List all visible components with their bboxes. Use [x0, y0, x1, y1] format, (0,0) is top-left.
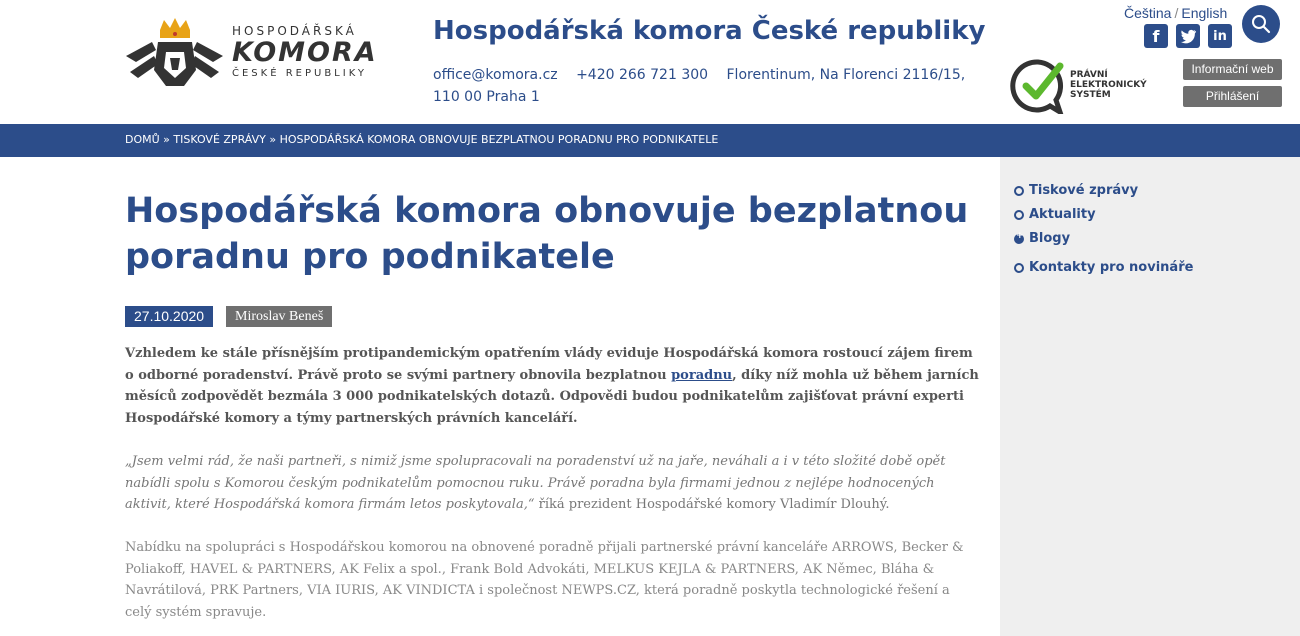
logo-line-2: KOMORA — [232, 37, 378, 68]
poradna-link[interactable]: poradnu — [671, 367, 733, 383]
article-title: Hospodářská komora obnovuje bezplatnou poradnu pro podnikatele — [125, 191, 969, 277]
search-icon — [1251, 14, 1271, 34]
sidebar-item-label: Aktuality — [1029, 207, 1096, 222]
lead-text: , díky níž mohla už během jarních měsíců zodpovědět bezmála 3 000 podnikatelských dotazů. Odpovědi budou podnikatelům zajišťovat právní experti Hospodářské komory a týmy partnerských právních kanceláří. — [125, 367, 979, 426]
circle-bullet-icon — [1014, 263, 1024, 273]
sidebar-item-kontakty[interactable] — [1014, 260, 1193, 275]
language-switcher — [1124, 5, 1227, 21]
login-button[interactable]: Přihlášení — [1183, 86, 1282, 107]
sidebar-item-tiskove-zpravy[interactable] — [1014, 183, 1138, 198]
pes-line-2: ELEKTRONICKÝ — [1070, 80, 1147, 90]
info-web-button[interactable]: Informační web — [1183, 59, 1282, 80]
email-link[interactable]: office@komora.cz — [433, 67, 558, 83]
twitter-bird-shape — [1179, 28, 1197, 44]
org-title[interactable]: Hospodářská komora České republiky — [433, 16, 986, 46]
lead-text: Vzhledem ke stále přísnějším protipandemickým opatřením vlády eviduje Hospodářská komora rostoucí zájem firem o odborné poradenství. Právě proto se svými partnery obnovila bezplatnou — [125, 346, 973, 383]
logo-line-1: HOSPODÁŘSKÁ — [232, 24, 357, 38]
sidebar-item-label: Kontakty pro novináře — [1029, 260, 1194, 275]
lang-cz-link[interactable]: Čeština — [1124, 5, 1172, 21]
article-lead — [125, 343, 980, 429]
article-author-badge[interactable]: Miroslav Beneš — [226, 306, 332, 327]
search-button[interactable] — [1242, 5, 1280, 43]
breadcrumb-separator: » — [265, 133, 280, 146]
site-header — [0, 0, 1300, 124]
pes-line-1: PRÁVNÍ — [1070, 70, 1108, 80]
sidebar-item-blogy[interactable] — [1014, 231, 1070, 246]
lang-separator: / — [1174, 5, 1179, 21]
quote-text: „Jsem velmi rád, že naši partneři, s nimiž jsme spolupracovali na poradenství už na jaře, neváhali a i v této složité době opět nabídli spolu s Komorou českým podnikatelům pomocnou ruku. Právě poradna byla firmami jednou z nejlépe hodnocených aktivit, které Hospodářská komora firmám letos poskytovala,“ — [125, 454, 946, 512]
article-quote — [125, 451, 980, 516]
sidebar — [1000, 157, 1300, 636]
pes-line-3: SYSTÉM — [1070, 90, 1111, 100]
circle-bullet-icon — [1014, 210, 1024, 220]
speech-check-icon — [1010, 58, 1066, 114]
pes-text — [1070, 70, 1147, 100]
lion-emblem-icon — [122, 16, 227, 100]
article-body-paragraph: Nabídku na spolupráci s Hospodářskou komorou na obnovené poradně přijali partnerské právní kanceláře ARROWS, Becker & Poliakoff, HAVEL & PARTNERS, AK Felix a spol., Frank Bold Advokáti, MELKUS KEJLA & PARTNERS, AK Němec, Bláha & Navrátilová, PRK Partners, VIA IURIS, AK VINDICTA i společnost NEWPS.CZ, která poradně poskytla technologické řešení a celý systém spravuje. — [125, 540, 964, 620]
sidebar-item-label: Tiskové zprávy — [1029, 183, 1139, 198]
breadcrumb-current: HOSPODÁŘSKÁ KOMORA OBNOVUJE BEZPLATNOU PORADNU PRO PODNIKATELE — [279, 133, 719, 146]
pravni-elektronicky-system-logo[interactable] — [1010, 58, 1170, 114]
logo-text — [232, 24, 378, 79]
breadcrumb-separator: » — [159, 133, 174, 146]
facebook-icon[interactable]: f — [1144, 24, 1168, 48]
address-text: Florentinum, Na Florenci 2116/15, 110 00 Praha 1 — [433, 67, 966, 105]
breadcrumb — [125, 133, 718, 146]
logo-line-3: ČESKÉ REPUBLIKY — [232, 68, 368, 79]
linkedin-icon[interactable]: in — [1208, 24, 1232, 48]
contact-info — [433, 64, 973, 108]
circle-bullet-icon — [1014, 186, 1024, 196]
breadcrumb-bar — [0, 124, 1300, 157]
article-date-badge: 27.10.2020 — [125, 306, 213, 327]
sidebar-item-label: Blogy — [1029, 231, 1071, 246]
twitter-icon[interactable] — [1176, 24, 1200, 48]
sidebar-item-aktuality[interactable] — [1014, 207, 1096, 222]
breadcrumb-section[interactable]: TISKOVÉ ZPRÁVY — [173, 133, 266, 146]
quote-attribution: říká prezident Hospodářské komory Vladimír Dlouhý. — [534, 497, 890, 512]
phone-link[interactable]: +420 266 721 300 — [576, 67, 709, 83]
social-links — [1144, 24, 1232, 48]
expand-plus-icon[interactable] — [1014, 234, 1024, 244]
lang-en-link[interactable]: English — [1181, 5, 1228, 21]
site-logo[interactable] — [122, 16, 397, 100]
breadcrumb-home[interactable]: DOMŮ — [125, 133, 160, 146]
